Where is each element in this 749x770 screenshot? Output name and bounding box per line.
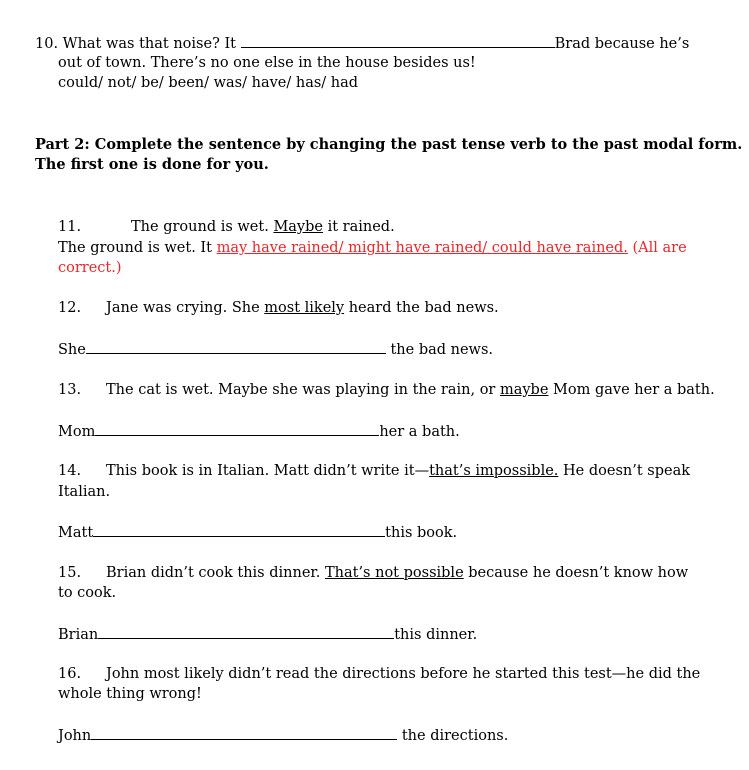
q15-answer-blank[interactable] xyxy=(98,624,394,639)
q15-line2: to cook. xyxy=(58,585,117,601)
q15-sentence-start: Brian didn’t cook this dinner. xyxy=(106,565,321,581)
q15-answer-end: this dinner. xyxy=(394,627,478,643)
q11-answer-underlined: may have rained/ might have rained/ could have rained. xyxy=(216,240,628,256)
q10-number: 10. xyxy=(35,36,59,52)
q16-line2: whole thing wrong! xyxy=(58,686,202,702)
q15-underlined: That’s not possible xyxy=(324,565,464,581)
q13-sentence-end: Mom gave her a bath. xyxy=(553,382,715,398)
q16-line1 xyxy=(58,664,700,684)
q11-sentence-start: The ground is wet. xyxy=(131,219,269,235)
q13-answer-end: her a bath. xyxy=(379,424,460,440)
q12-sentence-start: Jane was crying. She xyxy=(106,300,260,316)
q11-line1 xyxy=(58,217,395,237)
q13-underlined: maybe xyxy=(499,382,549,398)
q11-number: 11. xyxy=(58,219,82,235)
q12-underlined: most likely xyxy=(264,300,345,316)
q13-answer-subject: Mom xyxy=(58,424,96,440)
q13-number: 13. xyxy=(58,382,82,398)
q14-underlined: that’s impossible. xyxy=(429,463,559,479)
q11-answer-line xyxy=(58,238,687,258)
q14-sentence-end: He doesn’t speak xyxy=(558,463,691,479)
q14-answer-line xyxy=(58,522,457,543)
q11-underlined-word: Maybe xyxy=(273,219,323,235)
q12-answer-line xyxy=(58,339,493,360)
q14-number: 14. xyxy=(58,463,82,479)
q12-answer-end: the bad news. xyxy=(390,342,494,358)
q13-answer-blank[interactable] xyxy=(95,421,379,436)
q13-answer-line xyxy=(58,421,460,442)
q12-answer-subject: She xyxy=(58,342,86,358)
q10-word-bank: could/ not/ be/ been/ was/ have/ has/ had xyxy=(58,75,359,91)
q13-sentence-start: The cat is wet. Maybe she was playing in the rain, or xyxy=(106,382,496,398)
q11-answer-lead: The ground is wet. It xyxy=(58,240,212,256)
q10-prompt-end: Brad because he’s xyxy=(554,36,690,52)
q16-sentence-line1: John most likely didn’t read the directions before he started this test—he did the xyxy=(106,666,701,682)
q16-answer-subject: John xyxy=(58,728,92,744)
part2-heading-line1: Part 2: Complete the sentence by changing the past tense verb to the past modal form. xyxy=(35,136,743,153)
q14-line2: Italian. xyxy=(58,484,111,500)
q11-answer-note-part1: (All are xyxy=(627,240,687,256)
q16-number: 16. xyxy=(58,666,82,682)
q12-answer-blank[interactable] xyxy=(86,339,386,354)
q12-number: 12. xyxy=(58,300,82,316)
q16-answer-blank[interactable] xyxy=(91,725,397,740)
q14-answer-blank[interactable] xyxy=(93,522,385,537)
q14-sentence-start: This book is in Italian. Matt didn’t write it— xyxy=(106,463,430,479)
q14-answer-subject: Matt xyxy=(58,525,94,541)
q10-line2: out of town. There’s no one else in the house besides us! xyxy=(58,55,476,71)
q10-prompt-start: What was that noise? It xyxy=(62,36,237,52)
q11-answer-note-part2: correct.) xyxy=(58,260,122,276)
q15-sentence-end: because he doesn’t know how xyxy=(468,565,689,581)
q16-answer-end: the directions. xyxy=(401,728,509,744)
part2-heading-line2: The first one is done for you. xyxy=(35,156,269,173)
q10-answer-blank[interactable] xyxy=(241,33,555,48)
q14-line1 xyxy=(58,461,690,481)
q12-line1 xyxy=(58,298,499,318)
q15-answer-subject: Brian xyxy=(58,627,99,643)
q12-sentence-end: heard the bad news. xyxy=(348,300,499,316)
q10-line1 xyxy=(35,33,689,54)
q15-line1 xyxy=(58,563,688,583)
q16-answer-line xyxy=(58,725,508,746)
q15-number: 15. xyxy=(58,565,82,581)
q11-sentence-end: it rained. xyxy=(327,219,395,235)
q13-line1 xyxy=(58,380,715,400)
q14-answer-end: this book. xyxy=(385,525,458,541)
q15-answer-line xyxy=(58,624,477,645)
